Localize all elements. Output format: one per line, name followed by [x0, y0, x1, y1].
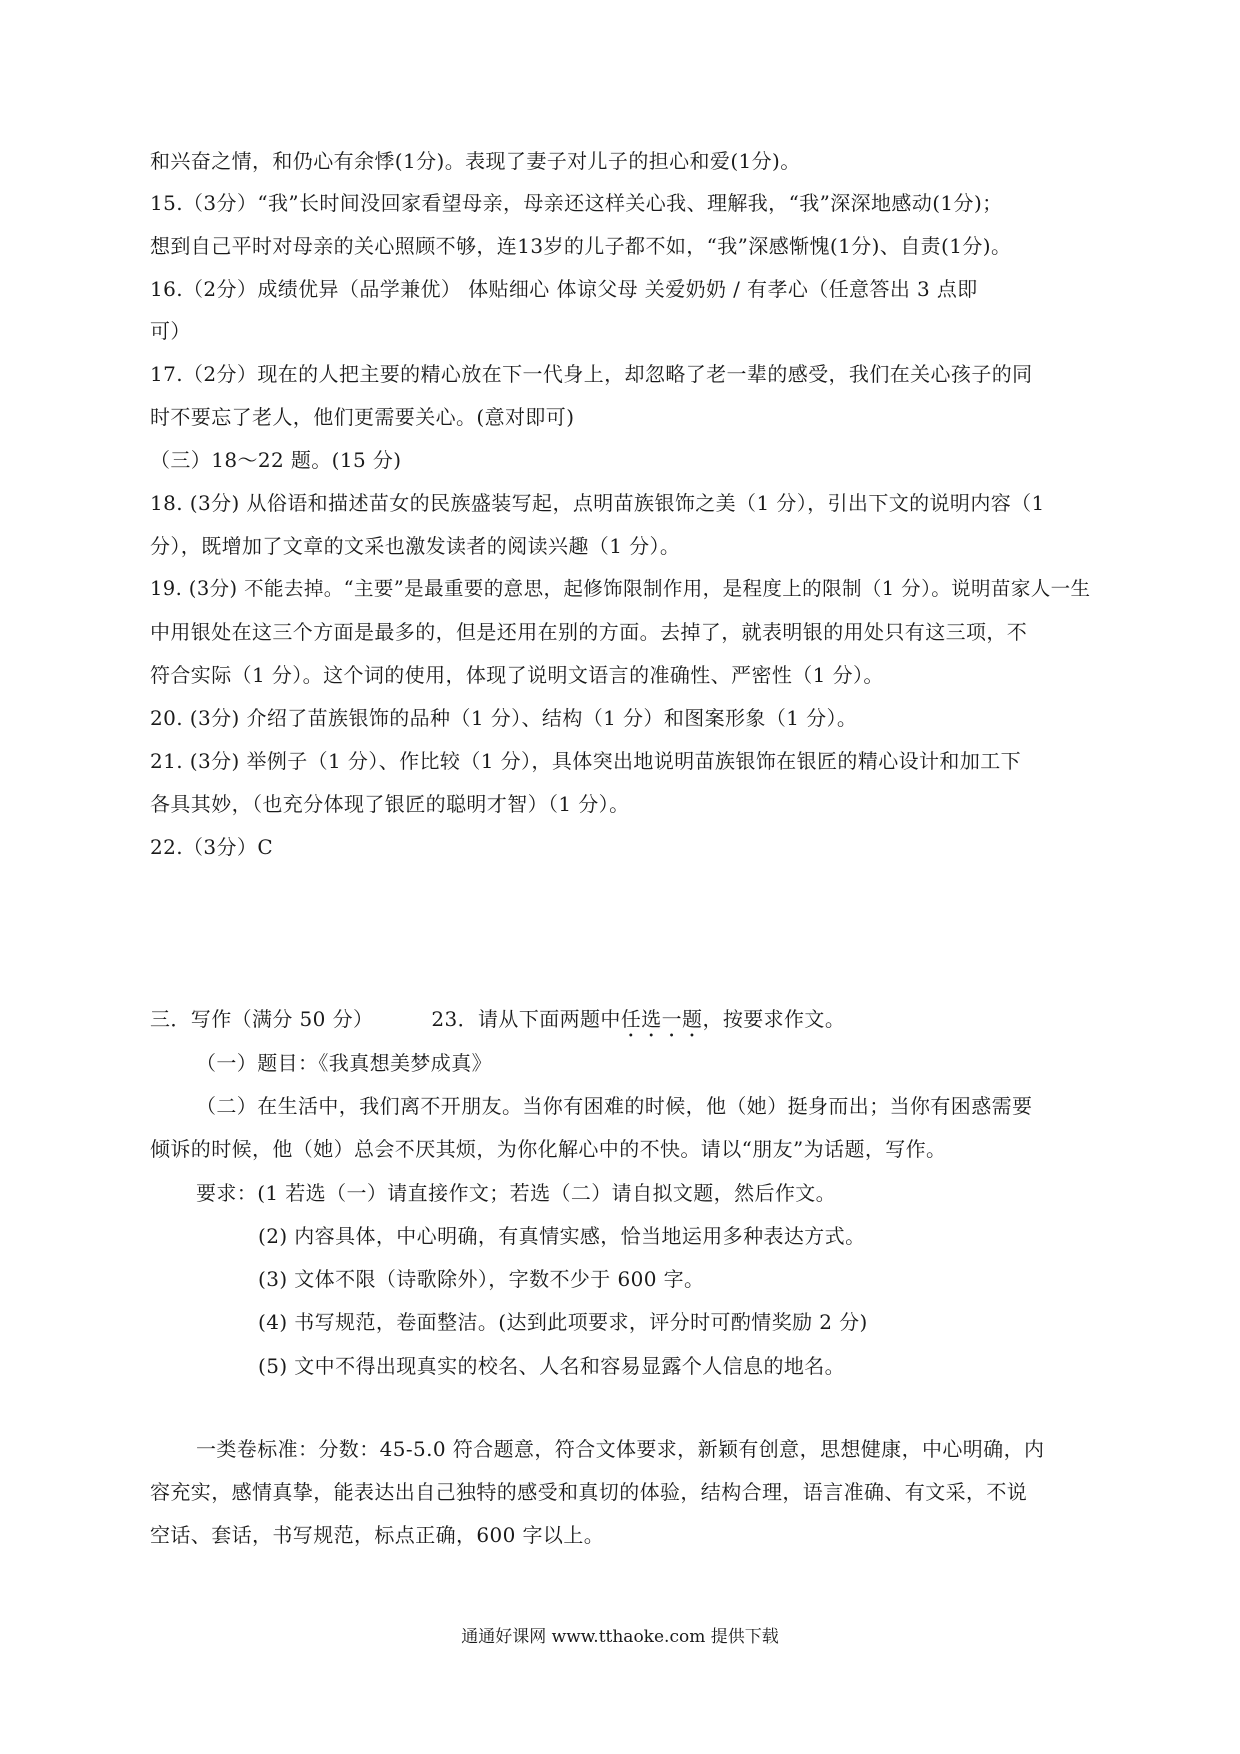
answer-18-line-2: 分），既增加了文章的文采也激发读者的阅读兴趣（1 分）。	[150, 534, 681, 558]
answer-21-line-1: 21. (3分) 举例子（1 分）、作比较（1 分），具体突出地说明苗族银饰在银匠的精心设计和加工下	[150, 749, 1022, 773]
grading-standard-line-2: 容充实，感情真挚，能表达出自己独特的感受和真切的体验，结构合理，语言准确、有文采，不说	[150, 1480, 1028, 1504]
question-23-prefix: 23．请从下面两题中	[431, 1007, 621, 1031]
answer-17-line-2: 时不要忘了老人，他们更需要关心。(意对即可)	[150, 405, 575, 429]
grading-standard-line-3: 空话、套话，书写规范，标点正确，600 字以上。	[150, 1523, 605, 1547]
answer-21-line-2: 各具其妙，（也充分体现了银匠的聪明才智）（1 分）。	[150, 792, 630, 816]
answer-15-line-2: 想到自己平时对母亲的关心照顾不够，连13岁的儿子都不如，“我”深感惭愧(1分)、自责(1分)。	[150, 234, 1012, 258]
writing-heading: 三．写作（满分 50 分）	[150, 1007, 374, 1031]
topic-two-line-1: （二）在生活中，我们离不开朋友。当你有困难的时候，他（她）挺身而出；当你有困惑需要	[196, 1094, 1033, 1118]
answer-14-continued: 和兴奋之情，和仍心有余悸(1分)。表现了妻子对儿子的担心和爱(1分)。	[150, 149, 801, 173]
writing-heading-line	[150, 1006, 845, 1042]
requirement-5: (5) 文中不得出现真实的校名、人名和容易显露个人信息的地名。	[258, 1354, 846, 1378]
answer-16-line-1: 16.（2分）成绩优异（品学兼优） 体贴细心 体谅父母 关爱奶奶 / 有孝心（任意答出 3 点即	[150, 277, 978, 301]
answer-18-line-1: 18. (3分) 从俗语和描述苗女的民族盛装写起，点明苗族银饰之美（1 分），引出下文的说明内容（1	[150, 491, 1045, 515]
answer-15-line-1: 15.（3分）“我”长时间没回家看望母亲，母亲还这样关心我、理解我，“我”深深地感动(1分)；	[150, 191, 1003, 215]
requirement-3: (3) 文体不限（诗歌除外），字数不少于 600 字。	[258, 1267, 705, 1291]
question-23-suffix: ，按要求作文。	[702, 1007, 846, 1031]
answer-17-line-1: 17.（2分）现在的人把主要的精心放在下一代身上，却忽略了老一辈的感受，我们在关心孩子的同	[150, 362, 1033, 386]
topic-two-line-2: 倾诉的时候，他（她）总会不厌其烦，为你化解心中的不快。请以“朋友”为话题，写作。	[150, 1137, 947, 1161]
grading-standard-line-1: 一类卷标准：分数：45-5.0 符合题意，符合文体要求，新颖有创意，思想健康，中心明确，内	[196, 1437, 1045, 1461]
question-23-emphasis: 任选一题	[620, 1007, 703, 1031]
answer-20: 20. (3分) 介绍了苗族银饰的品种（1 分）、结构（1 分）和图案形象（1 分）。	[150, 706, 858, 730]
answer-16-line-2: 可）	[150, 319, 191, 343]
topic-one: （一）题目：《我真想美梦成真》	[196, 1051, 492, 1075]
section-three-heading: （三）18～22 题。(15 分)	[150, 448, 402, 472]
answer-22: 22.（3分）C	[150, 835, 274, 859]
answer-19-line-3: 符合实际（1 分）。这个词的使用，体现了说明文语言的准确性、严密性（1 分）。	[150, 663, 884, 687]
requirement-1: 要求：(1 若选（一）请直接作文；若选（二）请自拟文题，然后作文。	[196, 1181, 837, 1205]
answer-19-line-1: 19. (3分) 不能去掉。“主要”是最重要的意思，起修饰限制作用，是程度上的限制（1 分）。说明苗家人一生	[150, 577, 1091, 600]
page-footer: 通通好课网 www.tthaoke.com 提供下载	[461, 1627, 779, 1647]
requirement-2: (2) 内容具体，中心明确，有真情实感，恰当地运用多种表达方式。	[258, 1224, 866, 1248]
answer-19-line-2: 中用银处在这三个方面是最多的，但是还用在别的方面。去掉了，就表明银的用处只有这三项，不	[150, 620, 1028, 644]
requirement-4: (4) 书写规范，卷面整洁。(达到此项要求，评分时可酌情奖励 2 分)	[258, 1310, 868, 1334]
